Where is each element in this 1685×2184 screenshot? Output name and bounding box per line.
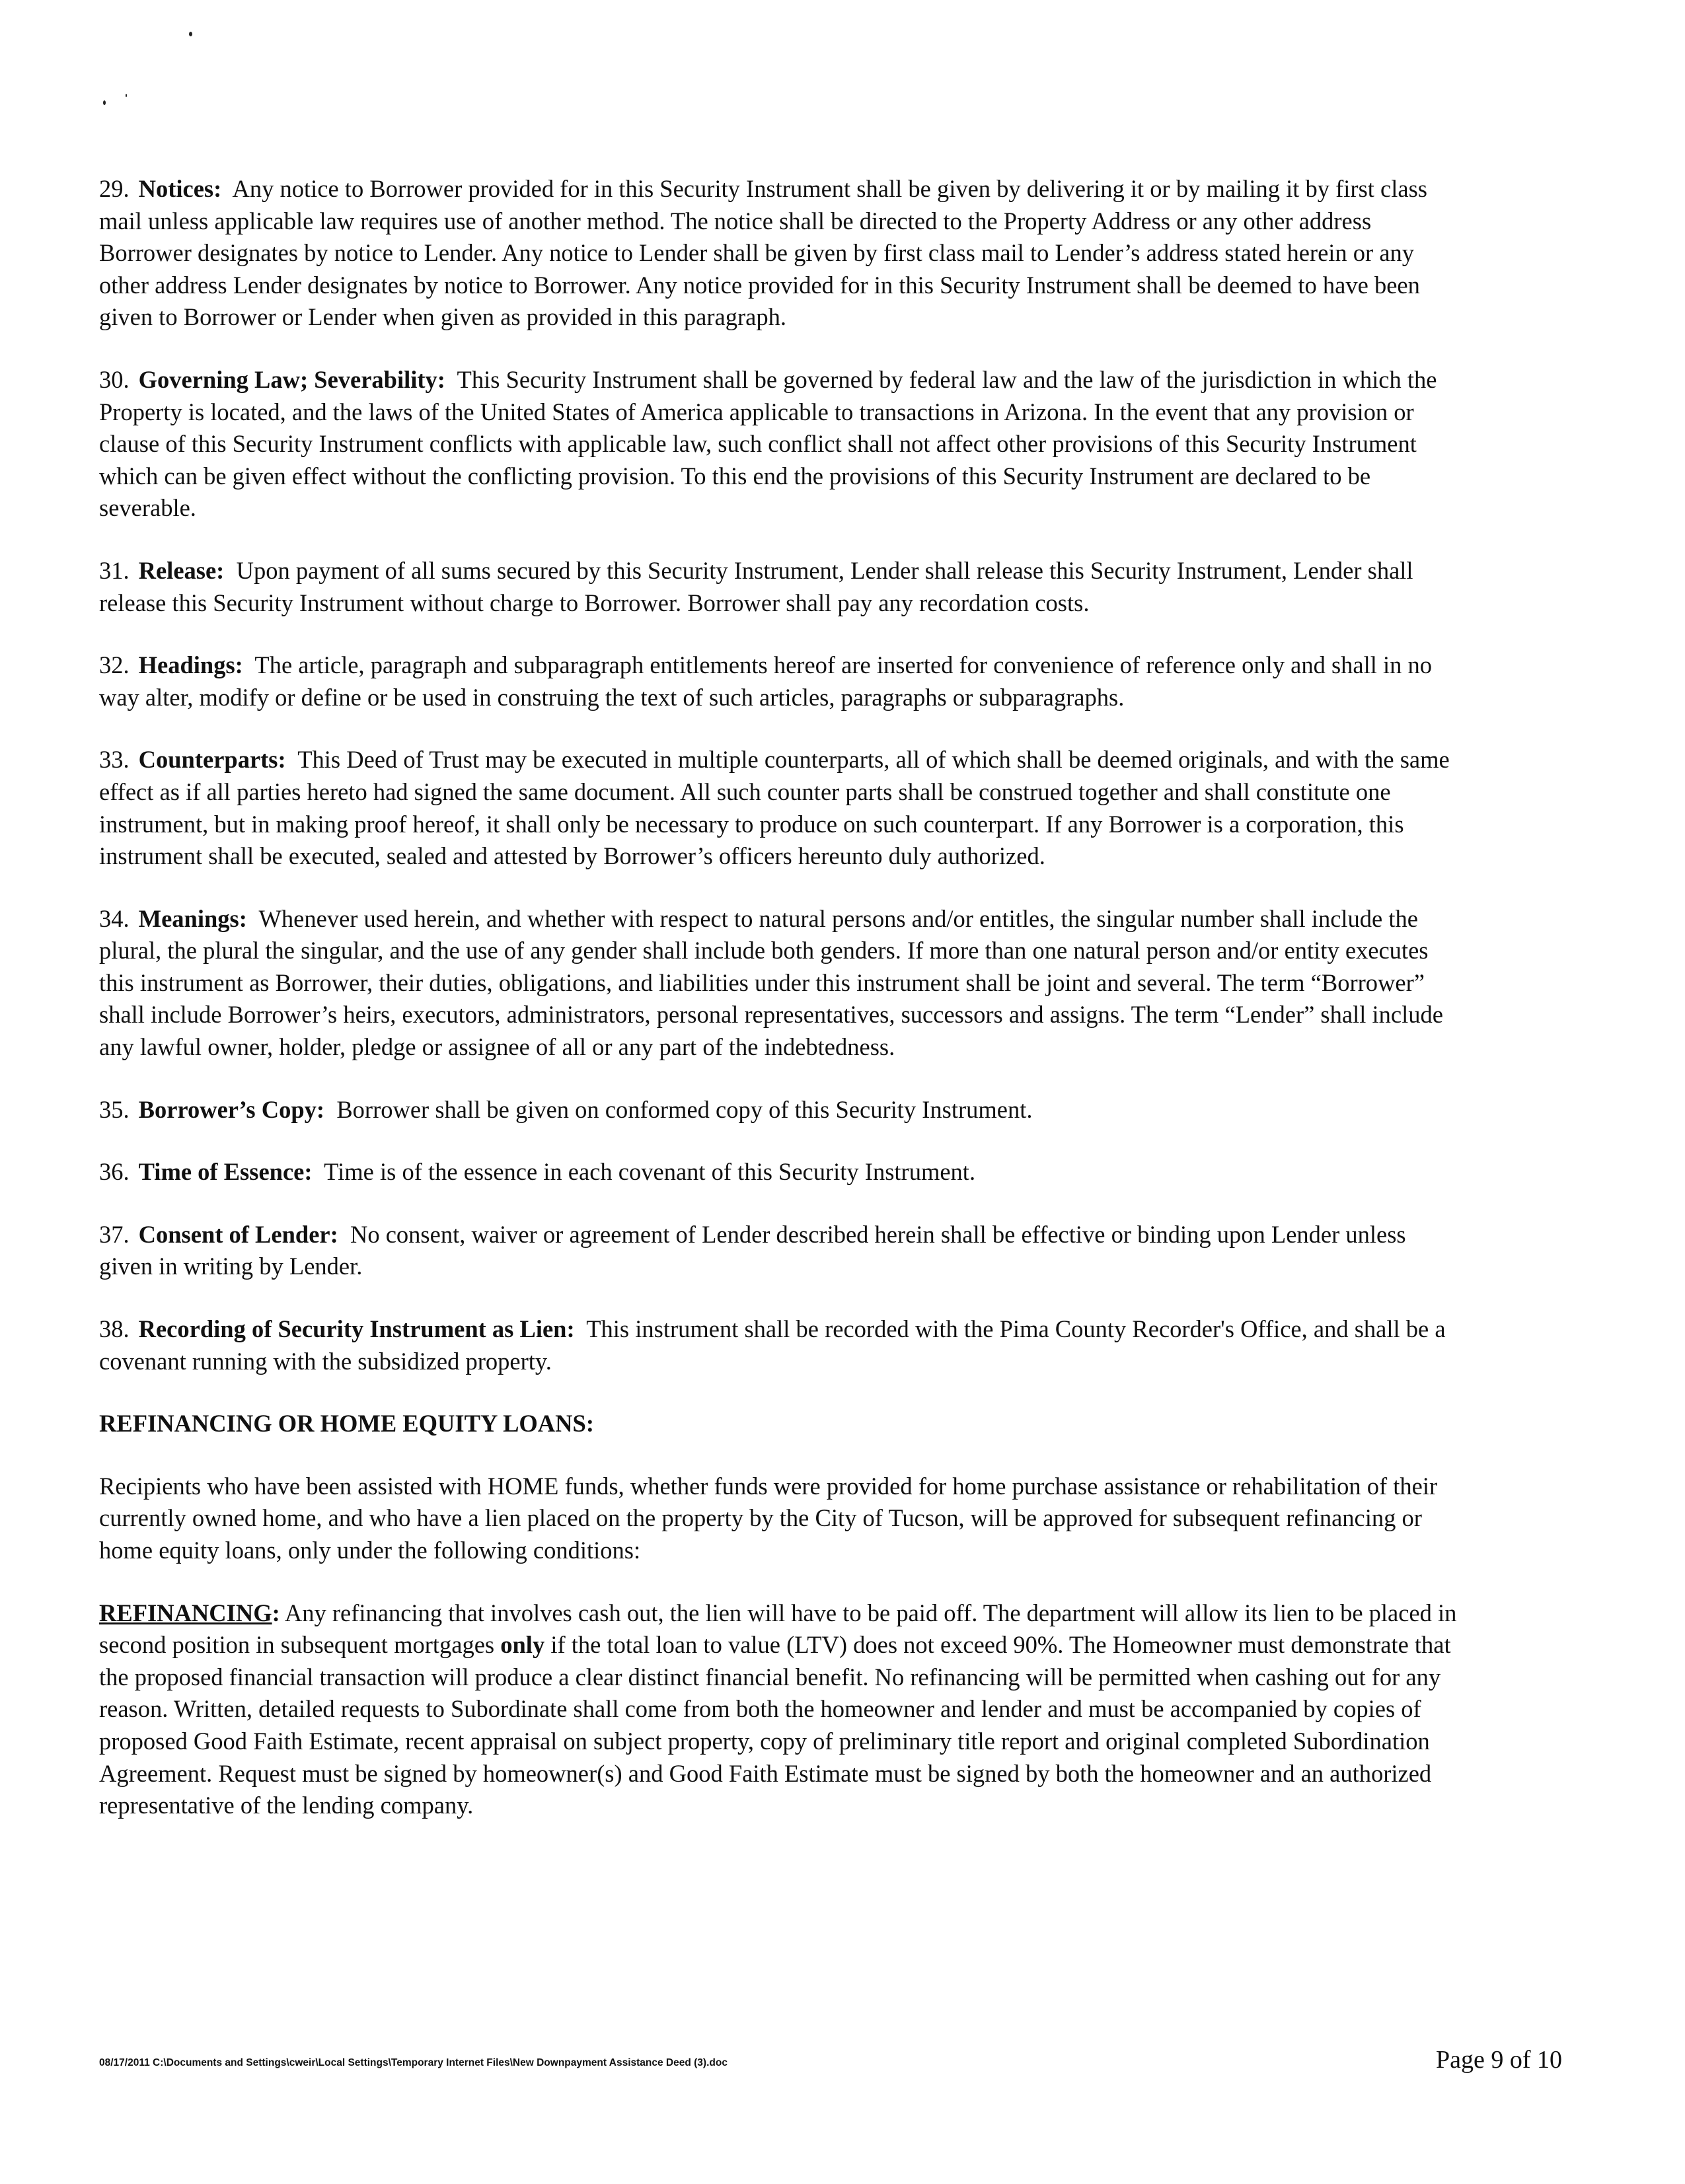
clause-text: Any notice to Borrower provided for in this Security Instrument shall be given by delivering it or by mailing it by first class mail unless applicable law requires use of another method. The notice shall be directed to the Property Address or any other address Borrower designates by notice to Lender. Any notice to Lender shall be given by first class mail to Lender’s address stated herein or any other address Lender designates by notice to Borrower. Any notice provided for in this Security Instrument shall be deemed to have been given to Borrower or Lender when given as provided in this paragraph. (99, 175, 1427, 331)
clause-number: 29. (99, 175, 130, 202)
clause-title: Governing Law; Severability: (138, 365, 445, 393)
refinancing-label: REFINANCING (99, 1599, 272, 1626)
refinancing-text-before: Any refinancing that involves cash out, the lien will have to be paid off. The department will allow its lien to be placed in second position in subsequent mortgages (99, 1599, 1457, 1659)
scan-speck (103, 100, 106, 105)
clause-35 (99, 1094, 1464, 1126)
clause-number: 38. (99, 1315, 130, 1343)
clause-text: Upon payment of all sums secured by this Security Instrument, Lender shall release this Security Instrument, Lender shall release this Security Instrument without charge to Borrower. Borrower shall pay any recordation costs. (99, 556, 1413, 616)
scan-speck (126, 94, 127, 97)
clause-number: 36. (99, 1158, 130, 1186)
clause-31 (99, 555, 1464, 619)
clause-30 (99, 364, 1464, 525)
clause-text: This Security Instrument shall be governed by federal law and the law of the jurisdiction in which the Property is located, and the laws of the United States of America applicable to transactions in Arizona. In the event that any provision or clause of this Security Instrument conflicts with applicable law, such conflict shall not affect other provisions of this Security Instrument which can be given effect without the conflicting provision. To this end the provisions of this Security Instrument are declared to be severable. (99, 365, 1437, 522)
clause-number: 34. (99, 904, 130, 932)
clause-title: Recording of Security Instrument as Lien: (138, 1315, 575, 1343)
refinancing-text-after: if the total loan to value (LTV) does not exceed 90%. The Homeowner must demonstrate that the proposed financial transaction will produce a clear distinct financial benefit. No refinancing will be permitted when cashing out for any reason. Written, detailed requests to Subordinate shall come from both the homeowner and lender and must be accompanied by copies of proposed Good Faith Estimate, recent appraisal on subject property, copy of preliminary title report and original completed Subordination Agreement. Request must be signed by homeowner(s) and Good Faith Estimate must be signed by both the homeowner and an authorized representative of the lending company. (99, 1631, 1451, 1819)
clause-number: 33. (99, 746, 130, 774)
document-body (99, 173, 1464, 1852)
refinancing-emphasis: only (500, 1631, 545, 1659)
clause-number: 30. (99, 365, 130, 393)
clause-number: 31. (99, 556, 130, 584)
refinancing-colon: : (272, 1599, 280, 1626)
scan-speck (189, 32, 192, 36)
clause-number: 35. (99, 1095, 130, 1123)
clause-38 (99, 1313, 1464, 1377)
clause-text: The article, paragraph and subparagraph entitlements hereof are inserted for convenience of reference only and shall in no way alter, modify or define or be used in construing the text of such articles, paragraphs or subparagraphs. (99, 651, 1433, 711)
clause-title: Counterparts: (138, 746, 286, 774)
clause-33 (99, 744, 1464, 872)
footer-file-path: 08/17/2011 C:\Documents and Settings\cweir\Local Settings\Temporary Internet Files\New Downpayment Assistance Deed (3).doc (99, 2057, 728, 2068)
clause-text: Borrower shall be given on conformed copy of this Security Instrument. (336, 1095, 1033, 1123)
section-intro: Recipients who have been assisted with HOME funds, whether funds were provided for home purchase assistance or rehabilitation of their currently owned home, and who have a lien placed on the property by the City of Tucson, will be approved for subsequent refinancing or home equity loans, only under the following conditions: (99, 1472, 1438, 1564)
clause-title: Consent of Lender: (138, 1220, 338, 1248)
section-heading: REFINANCING OR HOME EQUITY LOANS: (99, 1410, 594, 1438)
clause-text: Whenever used herein, and whether with respect to natural persons and/or entitles, the singular number shall include the plural, the plural the singular, and the use of any gender shall include both genders. If more than one natural person and/or entity executes this instrument as Borrower, their duties, obligations, and liabilities under this instrument shall be joint and several. The term “Borrower” shall include Borrower’s heirs, executors, administrators, personal representatives, successors and assigns. The term “Lender” shall include any lawful owner, holder, pledge or assignee of all or any part of the indebtedness. (99, 904, 1443, 1061)
clause-34 (99, 903, 1464, 1064)
clause-title: Release: (138, 556, 225, 584)
clause-number: 32. (99, 651, 130, 679)
clause-title: Time of Essence: (138, 1158, 313, 1186)
clause-title: Headings: (138, 651, 243, 679)
clause-text: Time is of the essence in each covenant of this Security Instrument. (324, 1158, 976, 1186)
clause-title: Notices: (138, 175, 222, 202)
clause-title: Borrower’s Copy: (138, 1095, 325, 1123)
clause-29 (99, 173, 1464, 334)
clause-37 (99, 1219, 1464, 1283)
clause-text: This instrument shall be recorded with the Pima County Recorder's Office, and shall be a covenant running with the subsidized property. (99, 1315, 1446, 1375)
clause-32 (99, 649, 1464, 713)
page-number: Page 9 of 10 (1435, 2046, 1562, 2074)
clause-36 (99, 1156, 1464, 1188)
clause-number: 37. (99, 1220, 130, 1248)
clause-title: Meanings: (138, 904, 247, 932)
clause-text: This Deed of Trust may be executed in multiple counterparts, all of which shall be deemed originals, and with the same effect as if all parties hereto had signed the same document. All such counter parts shall be construed together and shall constitute one instrument, but in making proof hereof, it shall only be necessary to produce on such counterpart. If any Borrower is a corporation, this instrument shall be executed, sealed and attested by Borrower’s officers hereunto duly authorized. (99, 746, 1450, 870)
clause-text: No consent, waiver or agreement of Lender described herein shall be effective or binding upon Lender unless given in writing by Lender. (99, 1220, 1406, 1280)
refinancing-paragraph (99, 1597, 1464, 1822)
